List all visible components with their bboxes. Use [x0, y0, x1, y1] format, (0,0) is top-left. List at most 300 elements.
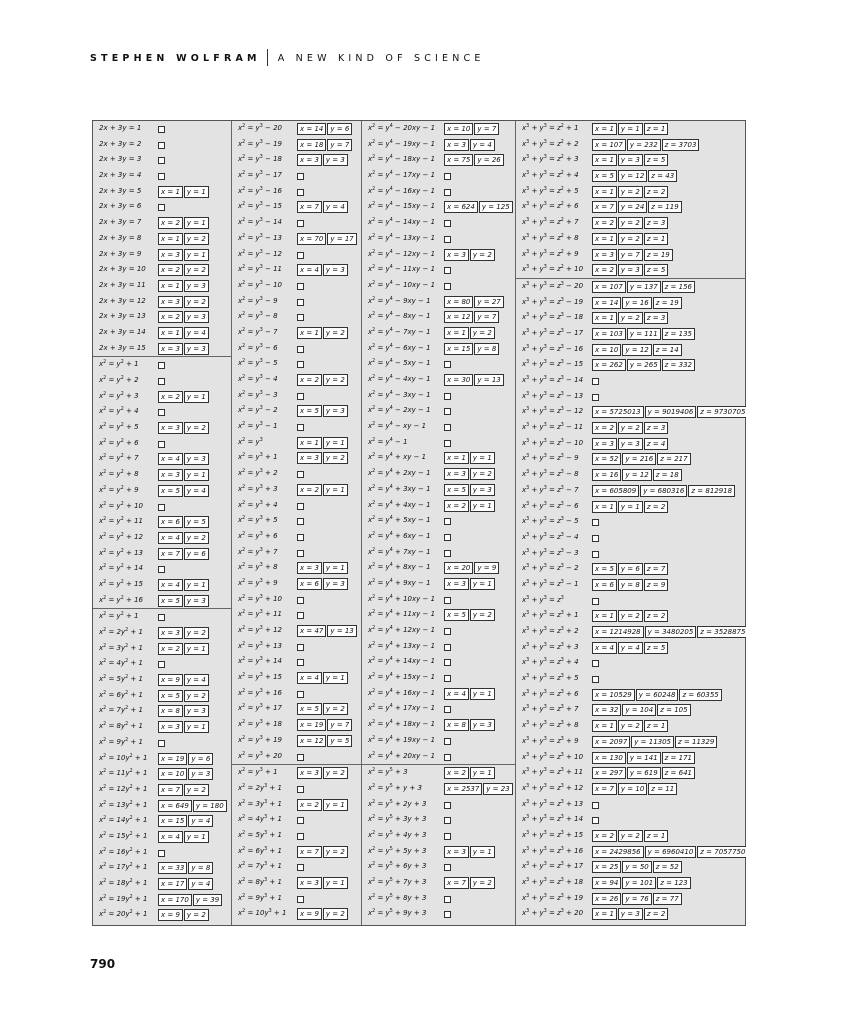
no-solution-square-icon: [158, 378, 165, 385]
equation-text: $x^3 + y^3 = z^3 + 12$: [522, 783, 584, 792]
no-solution-square-icon: [297, 534, 304, 541]
solution-box: [592, 123, 669, 135]
equation-row: [516, 734, 746, 750]
equation-row: [516, 326, 746, 342]
equation-row: [362, 797, 516, 813]
no-solution-square-icon: [297, 252, 304, 259]
solution-value: y = 7: [474, 123, 499, 135]
solution-value: y = 4: [184, 327, 209, 339]
equation-row: [362, 592, 516, 608]
solution-value: y = 2: [470, 609, 495, 621]
equation-row: [516, 420, 746, 436]
equation-row: [516, 687, 746, 703]
solution-value: x = 1: [297, 327, 322, 339]
no-solution-square-icon: [297, 346, 304, 353]
solution-box: [592, 233, 669, 245]
solution-box: [158, 469, 210, 481]
solution-value: y = 3480205: [645, 626, 697, 638]
solution-value: x = 7: [444, 877, 469, 889]
equation-row: [232, 654, 362, 670]
equation-row: [232, 152, 362, 168]
solution-value: z = 11: [648, 783, 677, 795]
solution-value: x = 297: [592, 767, 626, 779]
solution-value: x = 9: [158, 674, 183, 686]
solution-value: x = 18: [297, 139, 326, 151]
equation-row: [232, 560, 362, 576]
solution-value: x = 1: [592, 123, 617, 135]
no-solution-square-icon: [592, 519, 599, 526]
equation-row: [362, 701, 516, 717]
equation-text: $x^2 = y^3 + 16$: [238, 688, 282, 697]
solution-value: x = 1: [592, 186, 617, 198]
solution-value: x = 1: [158, 280, 183, 292]
solution-box: [444, 374, 505, 386]
solution-value: x = 33: [158, 862, 187, 874]
equation-row: [516, 199, 746, 215]
solution-box: [158, 690, 210, 702]
equation-row: [516, 499, 746, 515]
no-solution-square-icon: [297, 896, 304, 903]
equation-text: $x^2 = y^3 + 1$: [238, 453, 278, 462]
solution-value: z = 14: [653, 344, 682, 356]
solution-value: x = 3: [444, 468, 469, 480]
no-solution-square-icon: [297, 659, 304, 666]
solution-box: [158, 862, 214, 874]
solution-value: z = 19: [644, 249, 673, 261]
solution-value: y = 12: [618, 170, 647, 182]
equation-row: [93, 199, 231, 215]
solution-value: y = 7: [327, 139, 352, 151]
solution-value: y = 2: [184, 233, 209, 245]
solution-value: y = 3: [470, 719, 495, 731]
equation-text: $x^3 + y^3 = z^3 + 20$: [522, 909, 584, 918]
solution-value: y = 4: [184, 674, 209, 686]
equation-text: $x^2 = y^3 + 15$: [238, 673, 282, 682]
equation-text: $x^2 = y^3 - 17$: [238, 171, 282, 180]
solution-value: x = 3: [592, 249, 617, 261]
equation-text: $x^2 = 16y^2 + 1$: [99, 847, 148, 856]
solution-value: z = 5: [644, 642, 668, 654]
equation-text: $x^2 = y^4 - 8xy - 1$: [368, 312, 431, 321]
equation-row: [516, 279, 746, 295]
solution-box: [592, 563, 669, 575]
solution-value: x = 20: [444, 562, 473, 574]
solution-value: z = 9730705: [697, 406, 746, 418]
header-divider: [267, 49, 268, 66]
no-solution-square-icon: [158, 204, 165, 211]
equation-text: $x^2 = y^3 + 9$: [238, 578, 278, 587]
equation-row: [362, 545, 516, 561]
solution-value: y = 2: [184, 784, 209, 796]
solution-value: y = 180: [193, 800, 227, 812]
equation-text: $x^2 = y^3 - 11$: [238, 265, 282, 274]
solution-box: [592, 752, 696, 764]
equation-row: [362, 137, 516, 153]
solution-value: x = 107: [592, 139, 626, 151]
equation-text: $x^2 = y^3 - 20$: [238, 124, 282, 132]
equation-row: [362, 372, 516, 388]
solution-box: [297, 767, 349, 779]
solution-box: [297, 877, 349, 889]
no-solution-square-icon: [158, 142, 165, 149]
solution-value: y = 3: [618, 154, 643, 166]
equation-row: [93, 294, 231, 310]
solution-value: x = 1: [592, 312, 617, 324]
solution-box: [297, 327, 349, 339]
solution-box: [158, 579, 210, 591]
solution-value: z = 332: [662, 359, 695, 371]
equation-text: $x^3 + y^3 = z^2 + 9$: [522, 249, 579, 258]
equation-text: $x^2 = y^5 + 3y + 3$: [368, 815, 427, 824]
solution-value: z = 3: [644, 312, 668, 324]
no-solution-square-icon: [158, 850, 165, 857]
equation-text: $x^2 = y^3 - 19$: [238, 139, 282, 148]
equation-text: $x^2 = y^4 - 16xy - 1$: [368, 186, 436, 195]
solution-value: z = 3: [644, 422, 668, 434]
solution-value: x = 3: [297, 562, 322, 574]
solution-value: y = 1: [470, 500, 495, 512]
solution-box: [444, 452, 496, 464]
no-solution-square-icon: [297, 786, 304, 793]
solution-value: y = 1: [323, 484, 348, 496]
equation-group: [516, 278, 746, 922]
equation-row: [232, 388, 362, 404]
solution-value: y = 1: [618, 501, 643, 513]
solution-box: [444, 562, 500, 574]
solution-box: [158, 721, 210, 733]
solution-value: z = 19: [653, 297, 682, 309]
solution-value: x = 15: [158, 815, 187, 827]
solution-value: y = 1: [618, 123, 643, 135]
solution-value: x = 2: [592, 217, 617, 229]
solution-box: [592, 249, 674, 261]
equation-row: [93, 357, 231, 373]
equation-text: $x^2 = y^4 - 17xy - 1$: [368, 171, 436, 180]
page-number: 790: [90, 957, 116, 971]
no-solution-square-icon: [158, 504, 165, 511]
no-solution-square-icon: [297, 314, 304, 321]
equation-text: $x^2 = y^4 - 19xy - 1$: [368, 139, 436, 148]
equation-row: [93, 278, 231, 294]
solution-box: [158, 485, 210, 497]
solution-value: x = 9: [158, 909, 183, 921]
solution-value: y = 2: [323, 908, 348, 920]
solution-box: [592, 406, 746, 418]
solution-box: [444, 783, 514, 795]
no-solution-square-icon: [158, 614, 165, 621]
solution-box: [592, 438, 669, 450]
equation-text: $x^3 + y^3 = z^2 + 1$: [522, 124, 579, 132]
no-solution-square-icon: [592, 676, 599, 683]
equation-row: [516, 295, 746, 311]
equation-text: 2x + 3y = 2: [99, 139, 142, 148]
solution-box: [444, 688, 496, 700]
solution-value: y = 3: [618, 264, 643, 276]
solution-value: y = 3: [184, 280, 209, 292]
solution-value: x = 1: [592, 720, 617, 732]
solution-value: y = 1: [470, 578, 495, 590]
equation-text: $x^2 = y^3 - 4$: [238, 375, 278, 383]
equation-text: $x^2 = 5y^3 + 1$: [238, 830, 282, 839]
equation-text: $x^2 = y^3 + 20$: [238, 751, 282, 760]
equation-row: [93, 184, 231, 200]
equation-row: [362, 498, 516, 514]
no-solution-square-icon: [444, 706, 451, 713]
equation-text: $x^3 + y^3 = z^2 + 4$: [522, 171, 579, 180]
solution-value: x = 80: [444, 296, 473, 308]
solution-box: [158, 784, 210, 796]
solution-box: [297, 374, 349, 386]
solution-box: [444, 609, 496, 621]
equation-text: $x^2 = y^4 + 5xy - 1$: [368, 516, 431, 525]
solution-box: [297, 703, 349, 715]
solution-value: x = 15: [444, 343, 473, 355]
equation-text: $x^2 = y^3 + 6$: [238, 531, 278, 540]
equation-text: $x^2 = y^4 - 4xy - 1$: [368, 375, 431, 383]
solution-box: [158, 878, 214, 890]
equation-row: [232, 309, 362, 325]
solution-value: y = 2: [618, 312, 643, 324]
equation-row: [362, 168, 516, 184]
no-solution-square-icon: [444, 408, 451, 415]
equation-row: [362, 844, 516, 860]
solution-value: z = 3: [644, 217, 668, 229]
equation-text: $x^2 = 10y^3 + 1$: [238, 909, 287, 918]
equation-text: $x^2 = y^3 + 3$: [238, 484, 278, 493]
solution-box: [297, 264, 349, 276]
solution-value: y = 4: [618, 642, 643, 654]
equation-text: $x^3 + y^3 = z^3 + 14$: [522, 815, 584, 824]
equation-row: [93, 451, 231, 467]
solution-value: x = 103: [592, 328, 626, 340]
equation-row: [362, 529, 516, 545]
solution-value: z = 11329: [675, 736, 717, 748]
solution-box: [592, 186, 669, 198]
solution-box: [592, 297, 683, 309]
equation-row: [232, 199, 362, 215]
equation-text: $x^3 + y^3 = z^2 + 2$: [522, 139, 579, 148]
equation-text: $x^2 = y^3 + 18$: [238, 720, 282, 729]
solution-value: y = 4: [323, 201, 348, 213]
solution-value: y = 3: [184, 705, 209, 717]
solution-value: z = 1: [644, 123, 668, 135]
no-solution-square-icon: [444, 628, 451, 635]
equation-row: [232, 278, 362, 294]
equation-text: $x^2 = 3y^2 + 1$: [99, 643, 143, 652]
equation-row: [232, 121, 362, 137]
equation-row: [516, 655, 746, 671]
solution-value: x = 4: [592, 642, 617, 654]
equation-row: [362, 482, 516, 498]
equation-text: $x^2 = 3y^3 + 1$: [238, 799, 282, 808]
solution-box: [158, 422, 210, 434]
no-solution-square-icon: [297, 518, 304, 525]
solution-value: y = 3: [184, 595, 209, 607]
equation-row: [362, 215, 516, 231]
equation-row: [362, 278, 516, 294]
solution-value: y = 1: [184, 249, 209, 261]
equation-text: $x^3 + y^3 = z^3 + 3$: [522, 642, 579, 651]
solution-box: [297, 578, 349, 590]
equation-row: [93, 373, 231, 389]
no-solution-square-icon: [592, 598, 599, 605]
equation-text: $x^2 = y^4 - 5xy - 1$: [368, 359, 431, 368]
solution-box: [158, 815, 214, 827]
solution-value: y = 2: [618, 233, 643, 245]
equation-row: [516, 483, 746, 499]
solution-box: [592, 312, 669, 324]
solution-box: [158, 800, 228, 812]
solution-value: x = 3: [158, 296, 183, 308]
solution-value: x = 262: [592, 359, 626, 371]
solution-value: y = 9: [474, 562, 499, 574]
solution-box: [297, 799, 349, 811]
equation-row: [93, 561, 231, 577]
solution-value: x = 5: [158, 595, 183, 607]
equation-text: $x^2 = y^5 + y + 3$: [368, 783, 422, 792]
solution-value: x = 1: [158, 327, 183, 339]
solution-value: x = 26: [592, 893, 621, 905]
equation-text: $x^2 = y^2 + 1$: [99, 612, 139, 621]
equation-text: $x^2 = y^5 + 2y + 3$: [368, 799, 427, 808]
equation-row: [516, 310, 746, 326]
solution-value: x = 19: [297, 719, 326, 731]
solution-box: [297, 735, 353, 747]
solution-box: [158, 909, 210, 921]
no-solution-square-icon: [297, 833, 304, 840]
equation-row: [362, 686, 516, 702]
solution-box: [158, 753, 214, 765]
equation-text: $x^3 + y^3 = z^3 + 10$: [522, 752, 584, 761]
solution-value: x = 5: [592, 170, 617, 182]
solution-value: z = 812918: [688, 485, 735, 497]
solution-value: x = 130: [592, 752, 626, 764]
solution-value: x = 3: [297, 452, 322, 464]
no-solution-square-icon: [158, 362, 165, 369]
solution-value: y = 1: [184, 186, 209, 198]
no-solution-square-icon: [444, 896, 451, 903]
equation-row: [232, 670, 362, 686]
equation-text: 2x + 3y = 1: [99, 124, 142, 132]
no-solution-square-icon: [158, 409, 165, 416]
solution-box: [158, 627, 210, 639]
equation-text: $x^3 + y^3 = z^3 + 9$: [522, 736, 579, 745]
equation-text: $x^2 = y^5 + 4y + 3$: [368, 830, 427, 839]
equation-row: [362, 733, 516, 749]
equation-group: [362, 764, 516, 922]
solution-box: [592, 422, 669, 434]
solution-box: [297, 846, 349, 858]
solution-value: x = 4: [297, 672, 322, 684]
equation-row: [362, 356, 516, 372]
no-solution-square-icon: [444, 597, 451, 604]
solution-value: x = 14: [592, 297, 621, 309]
equation-row: [93, 593, 231, 609]
equation-text: $x^2 = y^5 + 5y + 3$: [368, 846, 427, 855]
no-solution-square-icon: [297, 503, 304, 510]
solution-value: y = 1: [184, 469, 209, 481]
running-header: [90, 50, 485, 64]
equation-text: $x^2 = y^3 - 13$: [238, 233, 282, 242]
solution-value: x = 3: [158, 627, 183, 639]
solution-value: y = 216: [622, 453, 656, 465]
solution-value: x = 2: [592, 264, 617, 276]
equation-text: $x^2 = y^2 + 15$: [99, 579, 143, 588]
solution-value: y = 24: [618, 201, 647, 213]
solution-box: [297, 908, 349, 920]
equation-row: [232, 294, 362, 310]
equation-text: $x^2 = y^4 - 20xy - 1$: [368, 124, 436, 132]
equation-row: [232, 828, 362, 844]
solution-value: x = 4: [158, 579, 183, 591]
equation-row: [93, 231, 231, 247]
equation-row: [232, 576, 362, 592]
solution-box: [158, 674, 210, 686]
equation-row: [516, 262, 746, 278]
solution-value: y = 2: [184, 422, 209, 434]
equation-text: $x^2 = y^2 + 14$: [99, 564, 143, 573]
solution-value: x = 3: [297, 154, 322, 166]
equation-row: [93, 656, 231, 672]
solution-box: [592, 720, 669, 732]
solution-box: [592, 736, 718, 748]
equation-text: $x^2 = 6y^3 + 1$: [238, 846, 282, 855]
equation-row: [362, 403, 516, 419]
equation-text: $x^2 = y^4 - 1$: [368, 437, 408, 446]
equation-row: [362, 717, 516, 733]
solution-box: [158, 768, 214, 780]
no-solution-square-icon: [297, 817, 304, 824]
equation-text: $x^2 = y^3 + 12$: [238, 626, 282, 634]
equation-text: $x^3 + y^3 = z^3 - 1$: [522, 579, 579, 588]
solution-value: z = 217: [657, 453, 690, 465]
equation-row: [232, 247, 362, 263]
equation-row: [516, 812, 746, 828]
equation-text: 2x + 3y = 9: [99, 249, 142, 258]
equation-text: $x^2 = y^3 + 1$: [238, 768, 278, 777]
solution-value: x = 10529: [592, 689, 635, 701]
equation-text: $x^2 = 17y^2 + 1$: [99, 863, 148, 872]
equation-row: [232, 623, 362, 639]
solution-value: y = 137: [627, 281, 661, 293]
equation-row: [516, 342, 746, 358]
equation-row: [93, 813, 231, 829]
equation-text: $x^2 = y^4 - 6xy - 1$: [368, 343, 431, 352]
no-solution-square-icon: [158, 566, 165, 573]
solution-value: y = 7: [474, 311, 499, 323]
solution-value: y = 76: [622, 893, 651, 905]
equation-row: [232, 765, 362, 781]
equation-text: $x^2 = y^2 + 6$: [99, 438, 139, 447]
equation-row: [516, 373, 746, 389]
solution-value: x = 2097: [592, 736, 630, 748]
equation-row: [362, 341, 516, 357]
solution-value: x = 32: [592, 704, 621, 716]
solution-value: y = 1: [323, 799, 348, 811]
no-solution-square-icon: [297, 283, 304, 290]
equation-row: [362, 765, 516, 781]
equation-text: 2x + 3y = 4: [99, 171, 142, 180]
equation-group: [93, 356, 231, 608]
equation-row: [232, 341, 362, 357]
equation-text: $x^2 = y^5 + 6y + 3$: [368, 862, 427, 871]
equation-row: [93, 325, 231, 341]
solution-value: y = 5: [327, 735, 352, 747]
equation-row: [362, 262, 516, 278]
equation-row: [362, 639, 516, 655]
equation-row: [93, 499, 231, 515]
equation-text: $x^2 = y^5 + 8y + 3$: [368, 893, 427, 902]
